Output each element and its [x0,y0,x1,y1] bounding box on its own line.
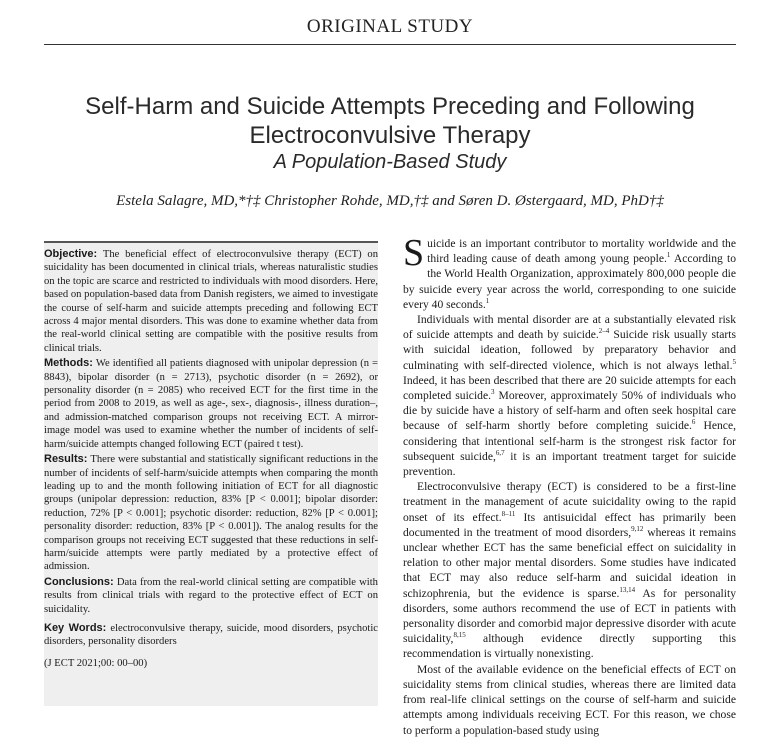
section-label: ORIGINAL STUDY [306,16,474,37]
title-block [20,92,760,174]
ref: 13,14 [619,585,636,594]
p2-text: Individuals with mental disorder are at a substantially elevated risk of suicide attempts and death by suicide. [403,313,736,342]
ref: 9,12 [631,525,644,533]
methods-heading: Methods: [44,357,93,370]
ref: 1 [485,296,490,305]
methods-text: We identified all patients diagnosed with unipolar depression (n = 8843), bipolar disorder (n = 2713), psychotic disorder (n = 2692), or personality disorder (n = 2085) who received ECT for the first time in the period from 2008 to 2019, as well as age-, sex-, diagnosis-, illness duration–, and admission-matched comparison groups not receiving ECT. A mirror-image model was used to examine whether the number of incidents of self-harm/suicide attempts changed following ECT (paired t test). [44,358,378,450]
objective-text: The beneficial effect of electroconvulsive therapy (ECT) on suicidality has been documented in clinical trials, whereas naturalistic studies on the topic are scarce and restricted to individuals with mood disorders. Here, based on population-based data from Danish registers, we aimed to investigate the course of self-harm and suicide attempts preceding and following ECT across 4 major mental disorders. This was done to examine whether data from the real-world clinical setting are compatible with the positive results from clinical trials. [44,249,378,354]
p2-text: Hence, considering that intentional self-harm is the strongest risk factor for subsequent suicide, [403,419,736,463]
conclusions-text: Data from the real-world clinical setting are compatible with results from clinical trials with regard to the protective effect of ECT on suicidality. [44,576,378,615]
abstract-conclusions [44,576,378,616]
ref: 8–11 [501,509,516,518]
journal-citation: (J ECT 2021;00: 00–00) [44,657,148,669]
abstract-objective [44,248,378,355]
drop-cap: S [403,232,425,274]
p3-text: whereas it remains unclear whether ECT has the same beneficial effect on suicidality in relation to other major mental disorders. Some studies have indicated that ECT may also reduce self-harm and suicidal ideation in schizophrenia, but the evidence is sparse. [403,525,736,600]
ref: 2–4 [598,327,610,336]
ref: 3 [491,388,495,397]
p3-text: Its antisuicidal effect has primarily been documented in the treatment of mood disorders, [403,510,736,539]
objective-heading: Objective: [44,248,98,260]
ref: 6,7 [495,448,505,457]
p3-text: Electroconvulsive therapy (ECT) is considered to be a first-line treatment in the management of acute suicidality owing to the rapid onset of its effect. [403,480,736,524]
p2-text: Moreover, approximately 50% of individuals who die by suicide have a history of self-harm and often seek hospital care because of self-harm shortly before completing suicide. [403,389,736,433]
p1-text-b: According to the World Health Organization, approximately 800,000 people die by suicide every year across the world, corresponding to one suicide every 40 seconds. [403,252,736,311]
body-paragraph-3 [403,479,736,661]
conclusions-heading: Conclusions: [44,575,114,588]
p3-text: As for personality disorders, some authors recommend the use of ECT in patients with personality disorder and comorbid major depressive disorder with acute suicidality, [403,586,736,646]
header-rule [44,44,736,45]
results-text: There were substantial and statistically significant reductions in the number of incidents of self-harm/suicide attempts when comparing the month leading up to and the month following initiation of ECT for all diagnostic groups (unipolar depression: reduction, 83% [P < 0.001]; bipolar disorder: reduction, 72% [P < 0.001]; psychotic disorder: reduction, 82% [P < 0.001]; personality disorder: reduction, 83% [P < 0.001]). The analog results for the comparison groups not receiving ECT suggested that these reductions in self-harm/suicide attempts were partly mediated by a protective effect of admission. [44,454,378,573]
p3-text: although evidence directly supporting this recommendation is virtually nonexisting. [403,632,736,661]
author-list: Estela Salagre, MD,*†‡ Christopher Rohde, MD,†‡ and Søren D. Østergaard, MD, PhD†‡ [116,193,664,209]
article-subtitle: A Population-Based Study [273,151,507,173]
body-text-column [403,232,736,738]
abstract-box [44,241,378,706]
abstract-keywords [44,622,378,649]
body-paragraph-4: Most of the available evidence on the beneficial effects of ECT on suicidality stems from clinical studies, whereas there are limited data from real-life clinical settings on the course of self-harm and suicide attempts among individuals receiving ECT. For this reason, we chose to perform a population-based study using [403,662,736,737]
ref: 1 [666,251,671,260]
body-paragraph-1 [403,232,736,312]
ref: 6 [691,418,696,427]
keywords-heading: Key Words: [44,621,107,634]
p2-text: Suicide risk usually starts with suicidal ideation, followed by preparatory behavior and culminating with self-directed violence, which is not always lethal. [403,328,736,372]
ref: 8,15 [453,631,466,640]
ref: 5 [732,357,736,366]
article-title-line1: Self-Harm and Suicide Attempts Preceding and Following [85,93,695,120]
abstract-methods [44,357,378,451]
keywords-text: electroconvulsive therapy, suicide, mood disorders, psychotic disorders, personality disorders [44,622,378,648]
results-heading: Results: [44,453,88,466]
p1-text: uicide is an important contributor to mortality worldwide and the third leading cause of death among young people. [427,237,736,266]
abstract-results [44,453,378,574]
p2-text: Indeed, it has been described that there are 20 suicide attempts for each completed suicide. [403,373,736,403]
article-title-line2: Electroconvulsive Therapy [249,122,531,149]
body-paragraph-2 [403,312,736,479]
p2-text: it is an important treatment target for suicide prevention. [403,449,736,479]
